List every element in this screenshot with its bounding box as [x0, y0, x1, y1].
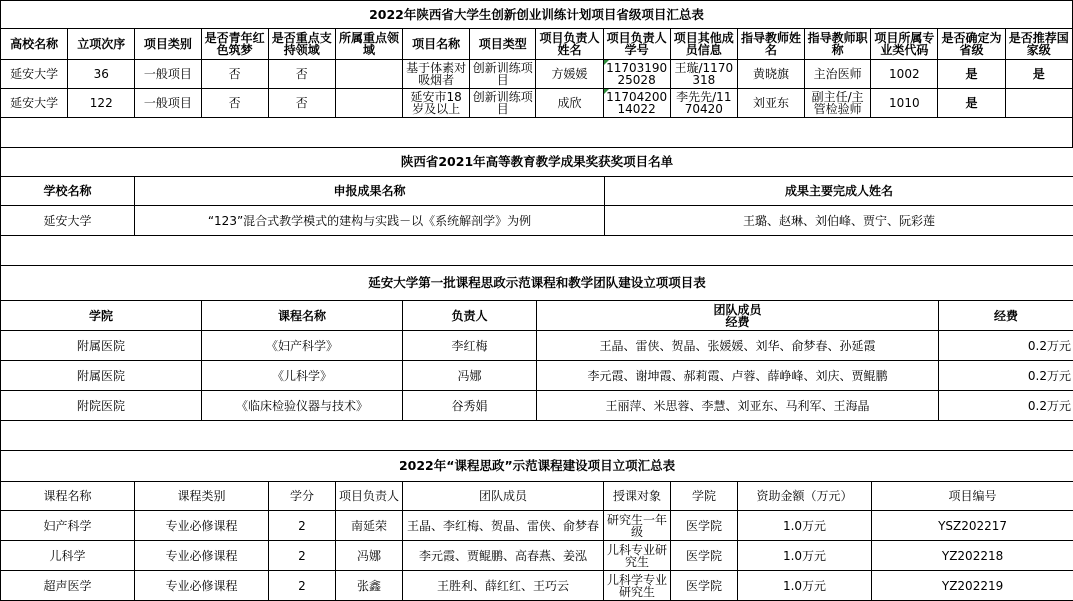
- cell[interactable]: 1.0万元: [738, 541, 872, 571]
- cell[interactable]: 附院医院: [1, 391, 202, 421]
- cell[interactable]: 1.0万元: [738, 571, 872, 601]
- section3-title: 延安大学第一批课程思政示范课程和教学团队建设立项项目表: [1, 266, 1073, 301]
- cell[interactable]: 李元霞、谢坤霞、郝莉霞、卢蓉、薛峥峰、刘庆、贾鲲鹏: [537, 361, 939, 391]
- cell[interactable]: 创新训练项目: [470, 89, 536, 118]
- cell[interactable]: 专业必修课程: [135, 571, 269, 601]
- header-cell: 项目类型: [470, 29, 536, 60]
- header-cell: 项目负责人: [336, 482, 403, 511]
- cell[interactable]: 方媛媛: [536, 60, 603, 89]
- header-cell: 项目所属专业类代码: [871, 29, 938, 60]
- header-cell: 高校名称: [1, 29, 68, 60]
- header-cell: 负责人: [403, 301, 537, 331]
- header-cell: 指导教师职称: [805, 29, 871, 60]
- table-ideological-courses-teams: [0, 265, 1073, 451]
- cell[interactable]: 专业必修课程: [135, 511, 269, 541]
- cell[interactable]: 36: [68, 60, 135, 89]
- table-ideological-course-projects: [0, 450, 1073, 601]
- blank-row: [1, 118, 1073, 148]
- cell[interactable]: 专业必修课程: [135, 541, 269, 571]
- cell[interactable]: 李元霞、贾鲲鹏、高春燕、姜泓: [403, 541, 604, 571]
- section4-title: 2022年“课程思政”示范课程建设项目立项汇总表: [1, 451, 1073, 482]
- header-cell: 课程名称: [202, 301, 403, 331]
- section1-title: 2022年陕西省大学生创新创业训练计划项目省级项目汇总表: [1, 1, 1073, 29]
- cell[interactable]: 冯娜: [336, 541, 403, 571]
- header-cell: 所属重点领域: [335, 29, 402, 60]
- cell[interactable]: 谷秀娟: [403, 391, 537, 421]
- cell[interactable]: 冯娜: [403, 361, 537, 391]
- header-cell: 经费: [939, 301, 1073, 331]
- cell[interactable]: 医学院: [671, 541, 738, 571]
- cell[interactable]: 医学院: [671, 511, 738, 541]
- table-teaching-awards: [0, 147, 1073, 266]
- cell[interactable]: YZ202219: [872, 571, 1073, 601]
- header-cell: 学院: [1, 301, 202, 331]
- cell[interactable]: 附属医院: [1, 331, 202, 361]
- header-cell: 授课对象: [604, 482, 671, 511]
- cell[interactable]: YSZ202217: [872, 511, 1073, 541]
- cell[interactable]: 张鑫: [336, 571, 403, 601]
- cell[interactable]: 1.0万元: [738, 511, 872, 541]
- header-cell-team: [537, 301, 939, 331]
- table-row: [1, 391, 1073, 421]
- header-cell: 课程类别: [135, 482, 269, 511]
- header-cell: 立项次序: [68, 29, 135, 60]
- header-cell: 项目负责人学号: [603, 29, 670, 60]
- cell[interactable]: 否: [201, 89, 268, 118]
- cell[interactable]: 副主任/主管检验师: [805, 89, 871, 118]
- header-team-label: 团队成员: [713, 302, 762, 317]
- cell[interactable]: 1010: [871, 89, 938, 118]
- header-cell: 项目其他成员信息: [670, 29, 737, 60]
- header-cell: 申报成果名称: [135, 177, 605, 206]
- cell[interactable]: 2: [269, 571, 336, 601]
- header-cell: 成果主要完成人姓名: [605, 177, 1073, 206]
- cell[interactable]: 王丽萍、米思蓉、李慧、刘亚东、马利军、王海晶: [537, 391, 939, 421]
- table-row: [1, 206, 1073, 236]
- header-cell: 课程名称: [1, 482, 135, 511]
- cell[interactable]: [335, 89, 402, 118]
- header-cell: 项目名称: [403, 29, 470, 60]
- table-row: [1, 60, 1073, 89]
- cell[interactable]: 否: [268, 60, 335, 89]
- header-fund-overflow: 经费: [725, 314, 750, 329]
- table-row: [1, 541, 1073, 571]
- section2-title: 陕西省2021年高等教育教学成果奖获奖项目名单: [1, 148, 1073, 177]
- header-cell: 指导教师姓名: [737, 29, 804, 60]
- table-row: [1, 331, 1073, 361]
- cell[interactable]: 《临床检验仪器与技术》: [202, 391, 403, 421]
- cell[interactable]: 妇产科学: [1, 511, 135, 541]
- header-cell: 资助金额（万元）: [738, 482, 872, 511]
- cell[interactable]: “123”混合式教学模式的建构与实践－以《系统解剖学》为例: [135, 206, 605, 236]
- cell[interactable]: 122: [68, 89, 135, 118]
- cell[interactable]: 否: [268, 89, 335, 118]
- cell[interactable]: 《儿科学》: [202, 361, 403, 391]
- cell[interactable]: 1002: [871, 60, 938, 89]
- cell[interactable]: 一般项目: [135, 60, 201, 89]
- cell[interactable]: 王璇/1170318: [670, 60, 737, 89]
- student-id-cell[interactable]: 1170319025028: [603, 60, 670, 89]
- cell[interactable]: 成欣: [536, 89, 603, 118]
- header-cell: 团队成员: [403, 482, 604, 511]
- blank-row: [1, 236, 1073, 266]
- cell[interactable]: 儿科学专业研究生: [604, 571, 671, 601]
- cell[interactable]: 儿科专业研究生: [604, 541, 671, 571]
- cell[interactable]: 李先先/1170420: [670, 89, 737, 118]
- cell[interactable]: [1005, 89, 1072, 118]
- cell[interactable]: 医学院: [671, 571, 738, 601]
- cell[interactable]: YZ202218: [872, 541, 1073, 571]
- cell[interactable]: 刘亚东: [737, 89, 804, 118]
- cell[interactable]: 研究生一年级: [604, 511, 671, 541]
- header-cell: 学分: [269, 482, 336, 511]
- cell[interactable]: 儿科学: [1, 541, 135, 571]
- cell[interactable]: 0.2万元: [939, 331, 1073, 361]
- cell[interactable]: [335, 60, 402, 89]
- cell[interactable]: 李红梅: [403, 331, 537, 361]
- cell[interactable]: 是: [938, 60, 1005, 89]
- cell[interactable]: 否: [201, 60, 268, 89]
- cell[interactable]: 延安市18岁及以上: [403, 89, 470, 118]
- cell[interactable]: 黄晓旗: [737, 60, 804, 89]
- cell[interactable]: 是: [938, 89, 1005, 118]
- cell[interactable]: 延安大学: [1, 206, 135, 236]
- header-cell: 学校名称: [1, 177, 135, 206]
- cell[interactable]: 王晶、雷侠、贺晶、张媛媛、刘华、俞梦春、孙延霞: [537, 331, 939, 361]
- cell[interactable]: 附属医院: [1, 361, 202, 391]
- cell[interactable]: 南延荣: [336, 511, 403, 541]
- table-row: [1, 361, 1073, 391]
- cell[interactable]: 《妇产科学》: [202, 331, 403, 361]
- cell[interactable]: 超声医学: [1, 571, 135, 601]
- cell[interactable]: 0.2万元: [939, 391, 1073, 421]
- blank-row: [1, 421, 1073, 451]
- header-cell: 是否青年红色筑梦: [201, 29, 268, 60]
- header-cell: 是否推荐国家级: [1005, 29, 1072, 60]
- table-innovation-projects: [0, 0, 1073, 148]
- cell[interactable]: 创新训练项目: [470, 60, 536, 89]
- cell[interactable]: 0.2万元: [939, 361, 1073, 391]
- header-cell: 项目编号: [872, 482, 1073, 511]
- table-row: [1, 511, 1073, 541]
- cell[interactable]: 2: [269, 541, 336, 571]
- header-cell: 是否确定为省级: [938, 29, 1005, 60]
- cell[interactable]: 主治医师: [805, 60, 871, 89]
- student-id-cell[interactable]: 1170420014022: [603, 89, 670, 118]
- header-cell: 项目类别: [135, 29, 201, 60]
- cell[interactable]: 延安大学: [1, 89, 68, 118]
- header-cell: 项目负责人姓名: [536, 29, 603, 60]
- cell[interactable]: 基于体素对吸烟者: [403, 60, 470, 89]
- cell[interactable]: 王胜利、薛红红、王巧云: [403, 571, 604, 601]
- table-row: [1, 571, 1073, 601]
- header-cell: 是否重点支持领域: [268, 29, 335, 60]
- table-row: [1, 89, 1073, 118]
- cell[interactable]: 延安大学: [1, 60, 68, 89]
- cell[interactable]: 是: [1005, 60, 1072, 89]
- cell[interactable]: 王晶、李红梅、贺晶、雷侠、俞梦春: [403, 511, 604, 541]
- cell[interactable]: 一般项目: [135, 89, 201, 118]
- cell[interactable]: 2: [269, 511, 336, 541]
- cell[interactable]: 王璐、赵琳、刘伯峰、贾宁、阮彩莲: [605, 206, 1073, 236]
- header-cell: 学院: [671, 482, 738, 511]
